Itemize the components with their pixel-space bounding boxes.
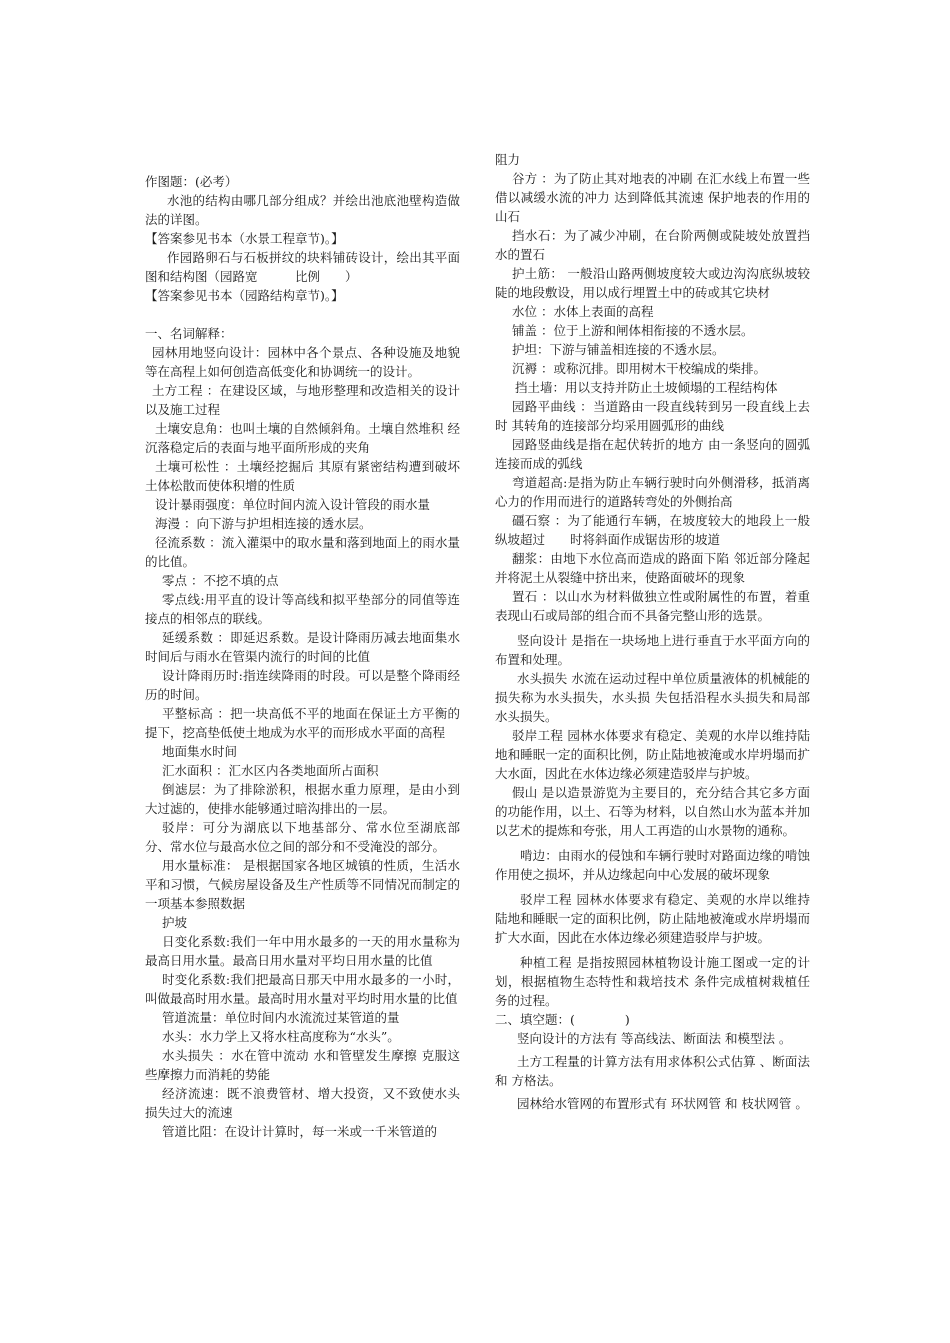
left-paragraph: 汇水面积 ：汇水区内各类地面所占面积 (162, 763, 379, 778)
left-paragraph: 驳岸：可分为湖底以下地基部分、常水位至湖底部分、常水位与最高水位之间的部分和不受淹没的部分。 (145, 820, 460, 854)
right-paragraph: 驳岸工程 园林水体要求有稳定、美观的水岸以维持陆地和睡眠一定的面积比例，防止陆地被淹或水岸坍塌而扩大水面，因此在水体边缘必须建造驳岸与护坡。 (495, 892, 810, 945)
right-paragraph: 弯道超高:是指为防止车辆行驶时向外侧滑移，抵消离心力的作用而进行的道路转弯处的外侧抬高 (495, 475, 810, 509)
right-paragraph: 水位 ：水体上表面的高程 (512, 304, 654, 319)
left-column (145, 172, 460, 1141)
right-paragraph: 园路平曲线 ：当道路由一段直线转到另一段直线上去时 其转角的连接部分均采用圆弧形的曲线 (495, 399, 810, 433)
left-paragraph: 日变化系数:我们一年中用水最多的一天的用水量称为最高日用水量。最高日用水量对平均日用水量的比值 (145, 934, 460, 968)
right-paragraph: 护土筋： 一般沿山路两侧坡度较大或边沟沟底纵坡较陡的地段敷设，用以成行埋置土中的砖或其它块材 (495, 266, 810, 300)
right-paragraph: 土方工程量的计算方法有用求体积公式估算 、断面法 和 方格法。 (495, 1054, 810, 1088)
left-paragraph: 倒滤层：为了排除淤积，根据水重力原理，是由小到大过滤的，使排水能够通过暗沟排出的一层。 (145, 782, 460, 816)
right-paragraph: 假山 是以造景游览为主要目的，充分结合其它多方面的功能作用，以土、石等为材料，以自然山水为蓝本并加以艺术的提炼和夸张，用人工再造的山水景物的通称。 (495, 785, 810, 838)
left-paragraph: 水头损失 ：水在管中流动 水和管壁发生摩擦 克服这些摩擦力而消耗的势能 (145, 1048, 460, 1082)
right-paragraph: 种植工程 是指按照园林植物设计施工图或一定的计划，根据植物生态特性和栽培技术 条件完成植树栽植任务的过程。 (495, 955, 810, 1008)
right-paragraph: 沉褥 ：或称沉排。即用树木干校编成的柴排。 (512, 361, 766, 376)
right-paragraph: 竖向设计的方法有 等高线法、断面法 和模型法 。 (517, 1031, 792, 1046)
left-paragraph: 【答案参见书本（水景工程章节)。】 (145, 231, 344, 246)
left-paragraph: 【答案参见书本（园路结构章节)。】 (145, 288, 344, 303)
left-paragraph: 时变化系数:我们把最高日那天中用水最多的一小时，叫做最高时用水量。最高时用水量对平均时用水量的比值 (145, 972, 460, 1006)
left-paragraph: 一、名词解释： (145, 326, 233, 341)
right-paragraph: 驳岸工程 园林水体要求有稳定、美观的水岸以维持陆地和睡眠一定的面积比例，防止陆地被淹或水岸坍塌而扩大水面，因此在水体边缘必须建造驳岸与护坡。 (495, 728, 810, 781)
left-paragraph: 零点 ：不挖不填的点 (162, 573, 279, 588)
right-column (495, 150, 810, 1113)
right-paragraph: 竖向设计 是指在一块场地上进行垂直于水平面方向的布置和处理。 (495, 633, 810, 667)
left-paragraph: 径流系数 ：流入灌渠中的取水量和落到地面上的雨水量的比值。 (145, 535, 460, 569)
left-paragraph: 设计暴雨强度：单位时间内流入设计管段的雨水量 (155, 497, 431, 512)
left-paragraph: 水头：水力学上又将水柱高度称为“水头”。 (162, 1029, 400, 1044)
right-paragraph: 翻浆：由地下水位高而造成的路面下陷 邻近部分隆起 并将泥土从裂缝中挤出来，使路面破坏的现象 (495, 551, 810, 585)
left-paragraph: 设计降雨历时:指连续降雨的时段。可以是整个降雨经历的时间。 (145, 668, 460, 702)
left-paragraph: 零点线:用平直的设计等高线和拟平垫部分的同值等连接点的相邻点的联线。 (145, 592, 460, 626)
left-paragraph: 护坡 (162, 915, 188, 930)
right-paragraph: 置石 ：以山水为材料做独立性或附属性的布置，着重表现山石或局部的组合而不具备完整山形的选景。 (495, 589, 810, 623)
left-paragraph: 延缓系数 ：即延迟系数。是设计降雨历减去地面集水时间后与雨水在管渠内流行的时间的比值 (145, 630, 460, 664)
right-paragraph: 阻力 (495, 152, 521, 167)
left-paragraph: 经济流速：既不浪费管材、增大投资，又不致使水头损失过大的流速 (145, 1086, 460, 1120)
left-paragraph: 管道流量：单位时间内水流流过某管道的量 (162, 1010, 400, 1025)
left-paragraph: 水池的结构由哪几部分组成？并绘出池底池壁构造做法的详图。 (145, 193, 460, 227)
left-paragraph: 地面集水时间 (162, 744, 238, 759)
right-paragraph: 挡土墙：用以支持并防止土坡倾塌的工程结构体 (515, 380, 778, 395)
left-paragraph: 海漫 ：向下游与护坦相连接的透水层。 (155, 516, 372, 531)
right-paragraph: 二、填空题：( ) (495, 1012, 630, 1027)
right-paragraph: 护坦：下游与铺盖相连接的不透水层。 (512, 342, 725, 357)
left-paragraph: 土壤安息角：也叫土壤的自然倾斜角。土壤自然堆积 经沉落稳定后的表面与地平面所形成的夹角 (145, 421, 460, 455)
right-paragraph: 啃边：由雨水的侵蚀和车辆行驶时对路面边缘的啃蚀作用使之损坏，并从边缘起向中心发展的破坏现象 (495, 848, 810, 882)
left-paragraph: 平整标高 ：把一块高低不平的地面在保证土方平衡的提下，挖高垫低使土地成为水平的而形成水平面的高程 (145, 706, 460, 740)
right-paragraph: 挡水石：为了减少冲刷，在台阶两侧或陡坡处放置挡水的置石 (495, 228, 810, 262)
right-paragraph: 铺盖 ：位于上游和闸体相衔接的不透水层。 (512, 323, 754, 338)
left-paragraph: 作园路卵石与石板拼纹的块料铺砖设计，绘出其平面图和结构图（园路宽 比例 ） (145, 250, 460, 284)
blank-line (145, 305, 460, 324)
right-paragraph: 礓石察 ：为了能通行车辆，在坡度较大的地段上一般纵坡超过 时将斜面作成锯齿形的坡道 (495, 513, 810, 547)
right-paragraph: 园路竖曲线是指在起伏转折的地方 由一条竖向的圆弧连接而成的弧线 (495, 437, 810, 471)
right-paragraph: 园林给水管网的布置形式有 环状网管 和 枝状网管 。 (517, 1096, 808, 1111)
left-paragraph: 土方工程 ：在建设区域，与地形整理和改造相关的设计以及施工过程 (145, 383, 460, 417)
left-paragraph: 作图题：(必考） (145, 174, 238, 189)
right-paragraph: 水头损失 水流在运动过程中单位质量液体的机械能的损失称为水头损失，水头损 失包括沿程水头损失和局部水头损失。 (495, 671, 810, 724)
right-paragraph: 谷方 ：为了防止其对地表的冲刷 在汇水线上布置一些借以减缓水流的冲力 达到降低其流速 保护地表的作用的山石 (495, 171, 810, 224)
left-paragraph: 管道比阻：在设计计算时，每一米或一千米管道的 (162, 1124, 438, 1139)
left-paragraph: 土壤可松性 ：土壤经挖掘后 其原有紧密结构遭到破坏 土体松散而使体积增的性质 (145, 459, 460, 493)
left-paragraph: 用水量标准： 是根据国家各地区城镇的性质，生活水平和习惯，气候房屋设备及生产性质等不同情况而制定的一项基本参照数据 (145, 858, 460, 911)
left-paragraph: 园林用地竖向设计：园林中各个景点、各种设施及地貌等在高程上如何创造高低变化和协调统一的设计。 (145, 345, 460, 379)
